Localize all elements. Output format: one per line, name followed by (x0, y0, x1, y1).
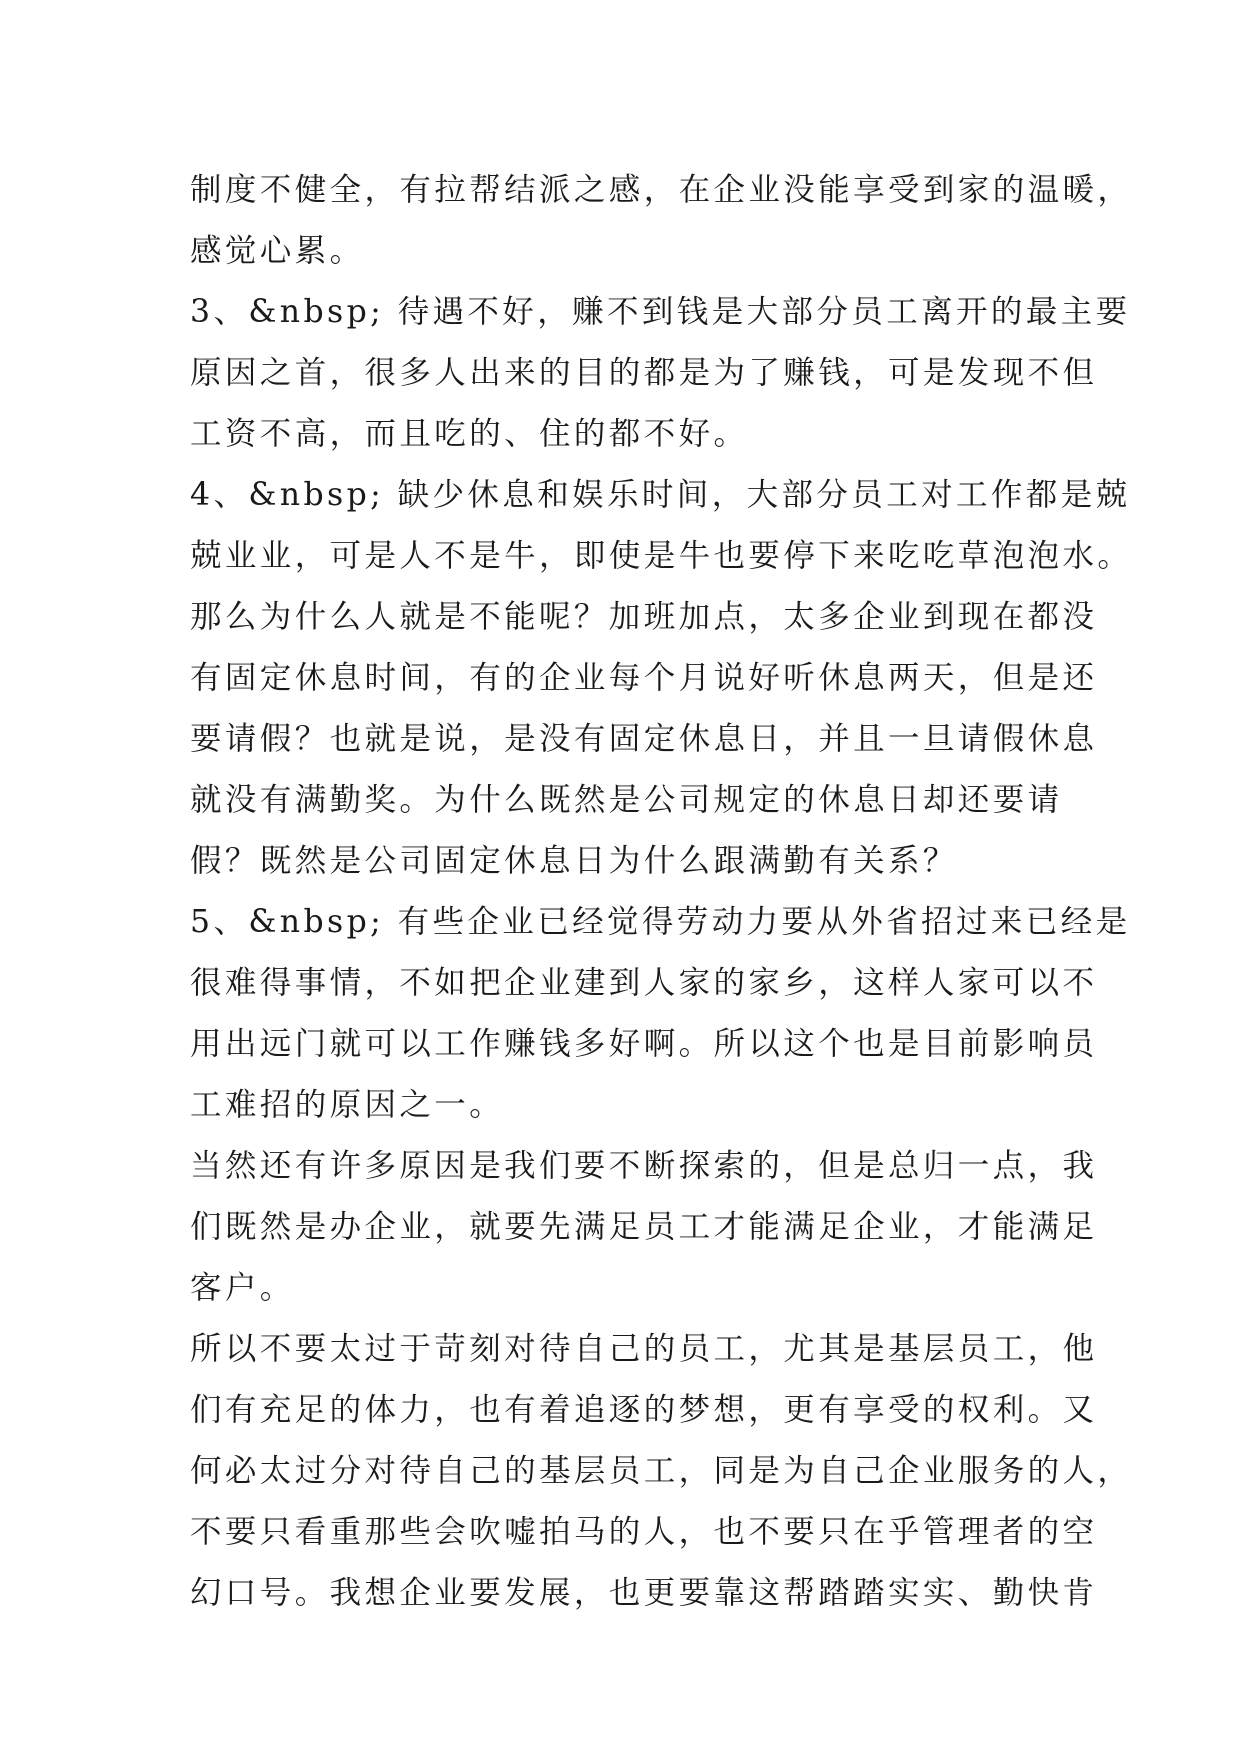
text-line: 就没有满勤奖。为什么既然是公司规定的休息日却还要请 (190, 782, 1063, 818)
text-line: 制度不健全，有拉帮结派之感，在企业没能享受到家的温暖， (190, 172, 1133, 208)
text-line: 客户。 (190, 1270, 295, 1306)
text-line: 们既然是办企业，就要先满足员工才能满足企业，才能满足 (190, 1209, 1098, 1245)
text-line: 兢业业，可是人不是牛，即使是牛也要停下来吃吃草泡泡水。 (190, 538, 1133, 574)
text-line: 用出远门就可以工作赚钱多好啊。所以这个也是目前影响员 (190, 1026, 1098, 1062)
text-line: 有固定休息时间，有的企业每个月说好听休息两天，但是还 (190, 660, 1098, 696)
text-line: 要请假？也就是说，是没有固定休息日，并且一旦请假休息 (190, 721, 1098, 757)
text-line: 所以不要太过于苛刻对待自己的员工，尤其是基层员工，他 (190, 1331, 1098, 1367)
text-line: 不要只看重那些会吹嘘拍马的人，也不要只在乎管理者的空 (190, 1514, 1098, 1550)
text-line: 3、&nbsp; 待遇不好，赚不到钱是大部分员工离开的最主要 (190, 294, 1131, 330)
text-line: 幻口号。我想企业要发展，也更要靠这帮踏踏实实、勤快肯 (190, 1575, 1098, 1611)
text-line: 当然还有许多原因是我们要不断探索的，但是总归一点，我 (190, 1148, 1098, 1184)
text-line: 很难得事情，不如把企业建到人家的家乡，这样人家可以不 (190, 965, 1098, 1001)
text-line: 那么为什么人就是不能呢？加班加点，太多企业到现在都没 (190, 599, 1098, 635)
text-line: 们有充足的体力，也有着追逐的梦想，更有享受的权利。又 (190, 1392, 1098, 1428)
text-line: 假？既然是公司固定休息日为什么跟满勤有关系？ (190, 843, 958, 879)
text-line: 4、&nbsp; 缺少休息和娱乐时间，大部分员工对工作都是兢 (190, 477, 1131, 513)
text-line: 工难招的原因之一。 (190, 1087, 505, 1123)
text-line: 5、&nbsp; 有些企业已经觉得劳动力要从外省招过来已经是 (190, 904, 1131, 940)
text-line: 感觉心累。 (190, 233, 365, 269)
body-text (190, 160, 1133, 1624)
text-line: 工资不高，而且吃的、住的都不好。 (190, 416, 749, 452)
text-line: 原因之首，很多人出来的目的都是为了赚钱，可是发现不但 (190, 355, 1098, 391)
text-line: 何必太过分对待自己的基层员工，同是为自己企业服务的人， (190, 1453, 1133, 1489)
